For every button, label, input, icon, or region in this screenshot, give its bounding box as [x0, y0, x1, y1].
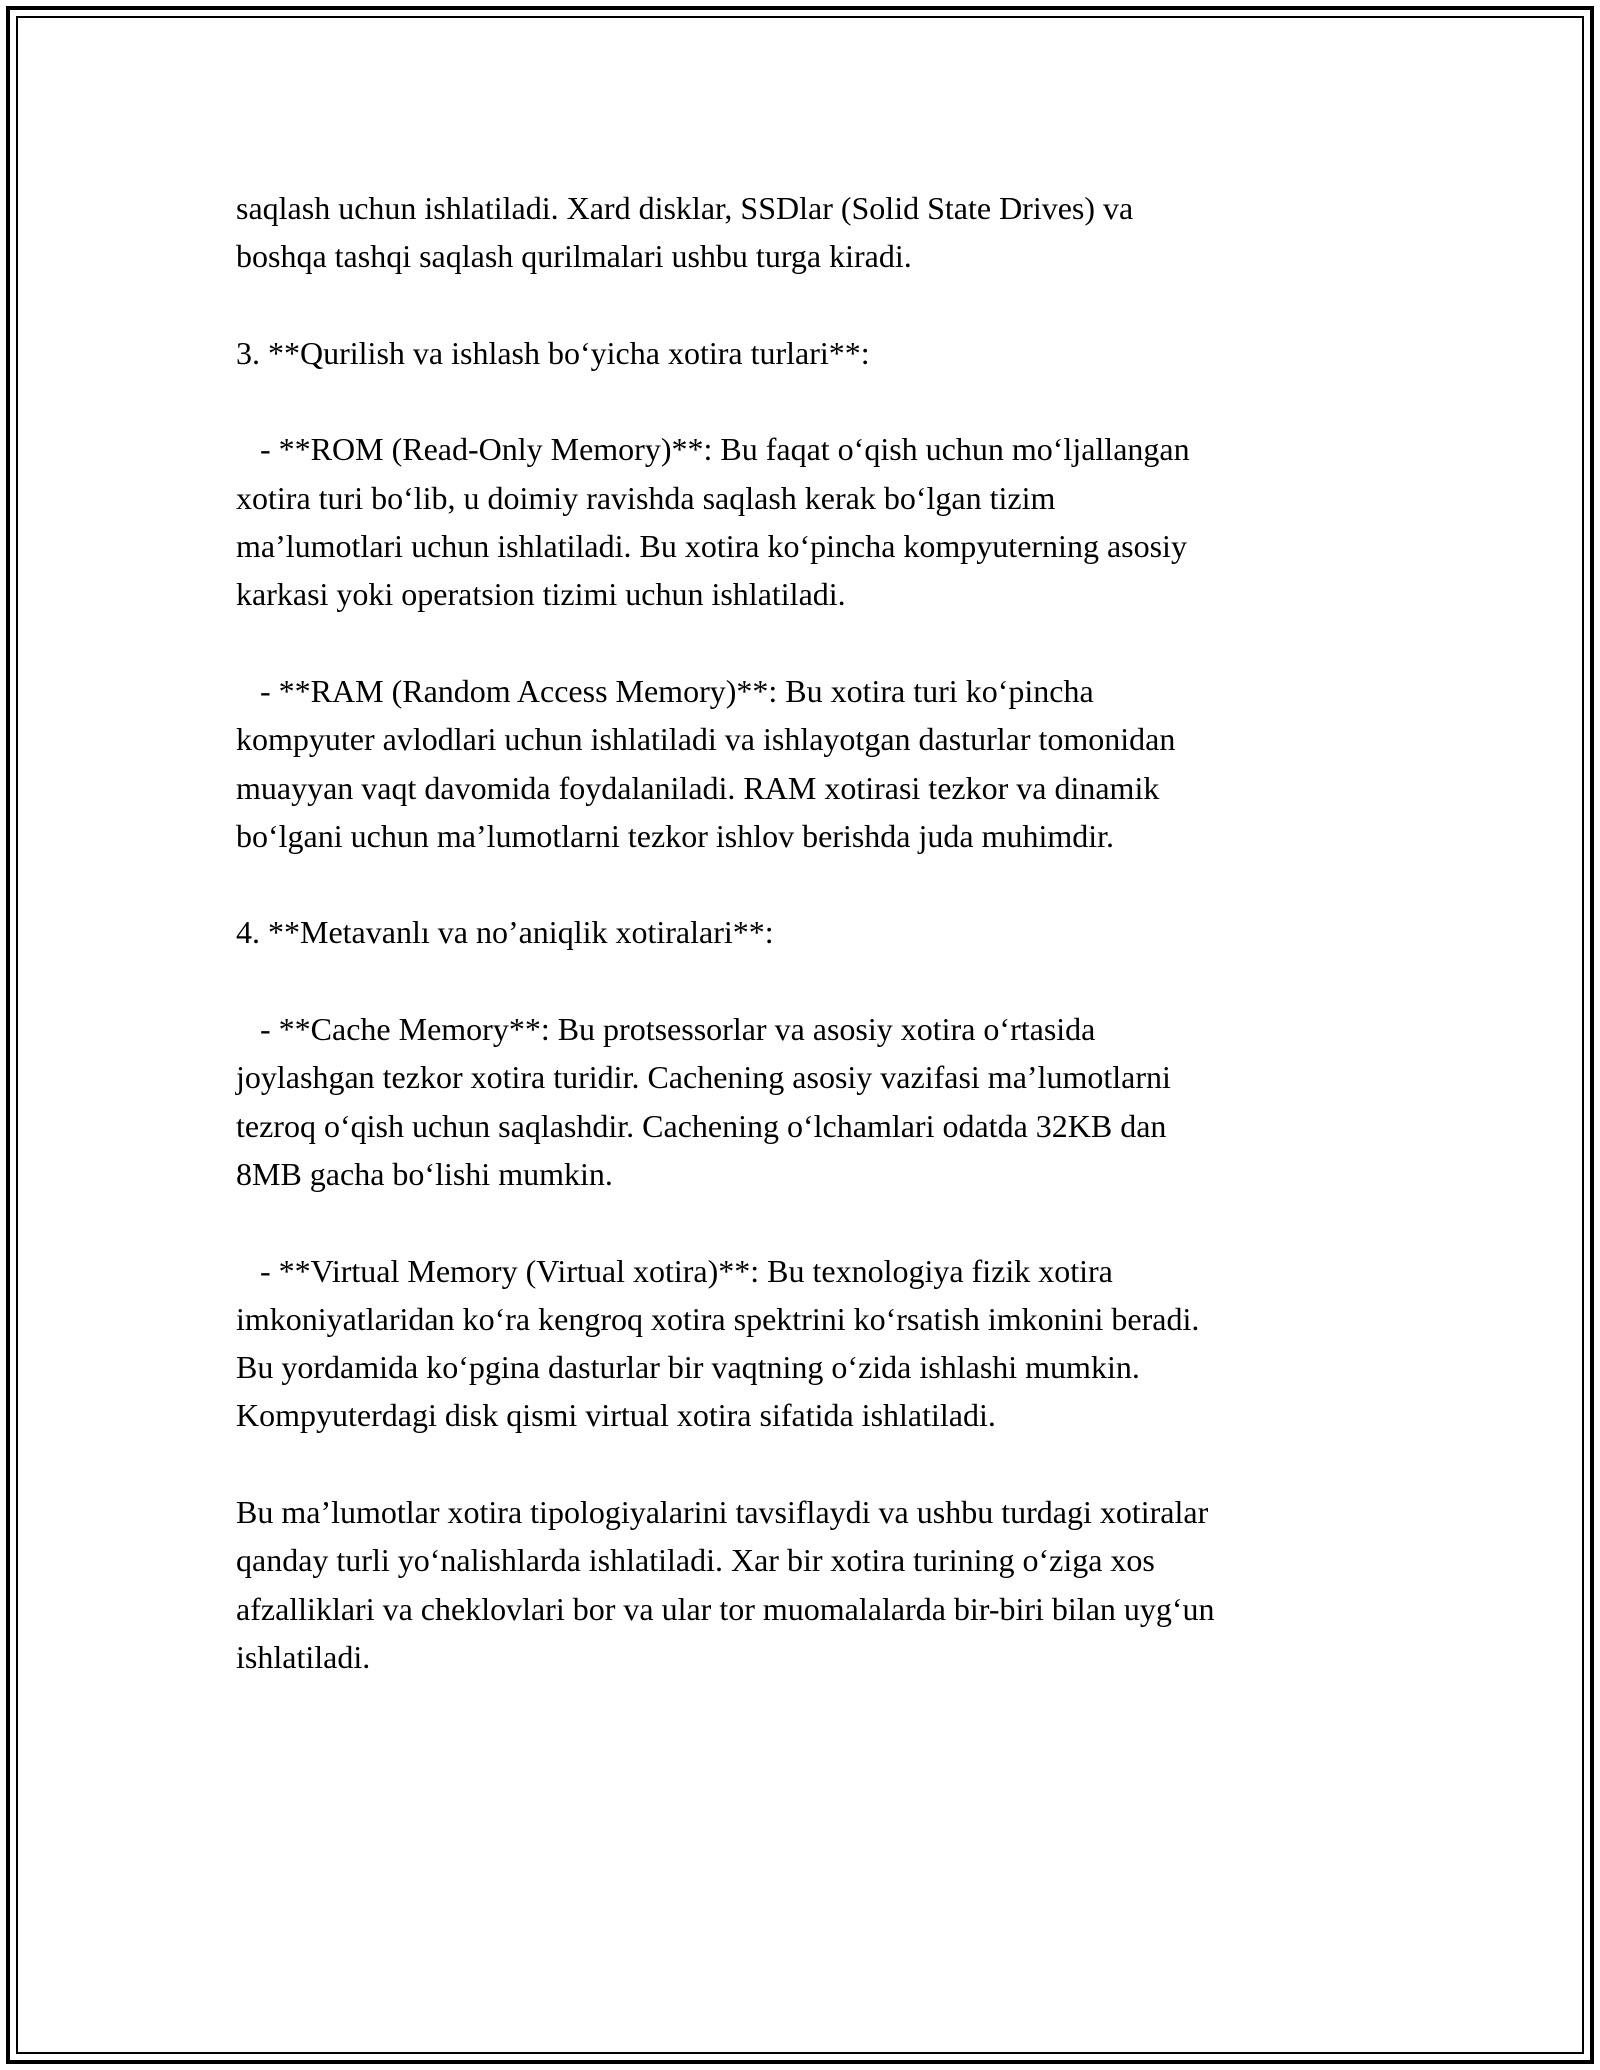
- heading-section-3: 3. **Qurilish va ishlash bo‘yicha xotira turlari**:: [236, 334, 870, 371]
- paragraph-conclusion: Bu ma’lumotlar xotira tipologiyalarini tavsiflaydi va ushbu turdagi xotiralar qanday turli yo‘nalishlarda ishlatiladi. Xar bir xotira turining o‘ziga xos afzalliklari va cheklovlari bor va ular tor muomalalarda bir-biri bilan uyg‘un ishlatiladi.: [236, 1494, 1215, 1675]
- list-item-virtual-memory: - **Virtual Memory (Virtual xotira)**: Bu texnologiya fizik xotira imkoniyatlaridan ko‘ra kengroq xotira spektrini ko‘rsatish imkonini beradi. Bu yordamida ko‘pgina dasturlar bir vaqtning o‘zida ishlashi mumkin. Kompyuterdagi disk qismi virtual xotira sifatida ishlatiladi.: [236, 1252, 1200, 1434]
- list-item-rom: - **ROM (Read-Only Memory)**: Bu faqat o‘qish uchun mo‘ljallangan xotira turi bo‘lib, u doimiy ravishda saqlash kerak bo‘lgan tizim ma’lumotlari uchun ishlatiladi. Bu xotira ko‘pincha kompyuterning asosiy karkasi yoki operatsion tizimi uchun ishlatiladi.: [236, 431, 1190, 613]
- paragraph-storage-continuation: saqlash uchun ishlatiladi. Xard disklar, SSDlar (Solid State Drives) va boshqa tashqi saqlash qurilmalari ushbu turga kiradi.: [236, 190, 1134, 275]
- list-item-ram: - **RAM (Random Access Memory)**: Bu xotira turi ko‘pincha kompyuter avlodlari uchun ishlatiladi va ishlayotgan dasturlar tomonidan muayyan vaqt davomida foydalaniladi. RAM xotirasi tezkor va dinamik bo‘lgani uchun ma’lumotlarni tezkor ishlov berishda juda muhimdir.: [236, 672, 1176, 854]
- heading-section-4: 4. **Metavanlı va no’aniqlik xotiralari**:: [236, 914, 774, 951]
- paragraph-gap: [236, 619, 1386, 667]
- paragraph-gap: [236, 957, 1386, 1005]
- paragraph-gap: [236, 860, 1386, 908]
- paragraph-gap: [236, 377, 1386, 425]
- list-item-cache-memory: - **Cache Memory**: Bu protsessorlar va asosiy xotira o‘rtasida joylashgan tezkor xotira turidir. Cachening asosiy vazifasi ma’lumotlarni tezroq o‘qish uchun saqlashdir. Cachening o‘lchamlari odatda 32KB dan 8MB gacha bo‘lishi mumkin.: [236, 1011, 1171, 1192]
- document-body: [236, 184, 1386, 1681]
- paragraph-gap: [236, 281, 1386, 329]
- paragraph-gap: [236, 1440, 1386, 1488]
- paragraph-gap: [236, 1198, 1386, 1246]
